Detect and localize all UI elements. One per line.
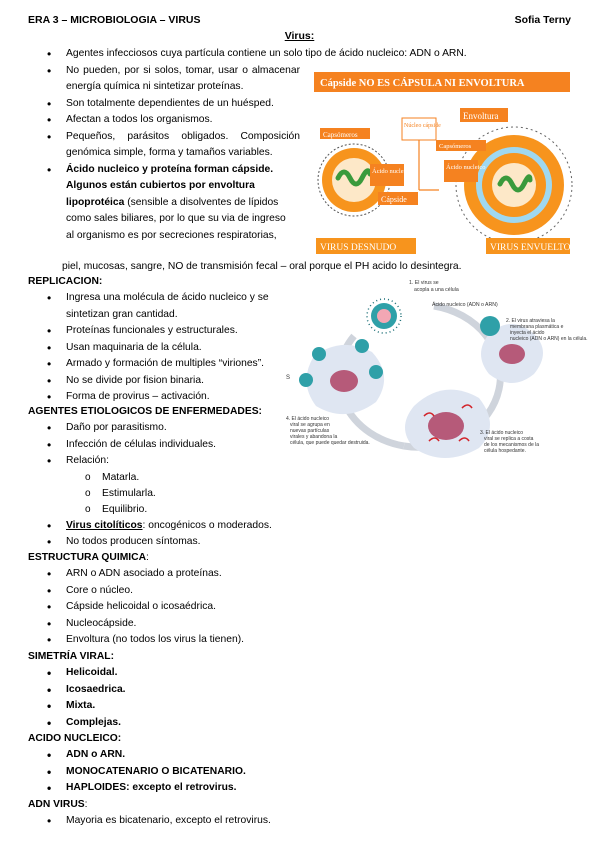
capsid-rest-2: como sales biliares, por lo que su via de ingreso: [66, 213, 286, 224]
caption-desnudo: VIRUS DESNUDO: [320, 243, 397, 253]
list-item: • No pueden, por si solos, tomar, usar o almacenar energía química ni sintetizar proteínas.: [28, 63, 300, 96]
figure-banner-text: Cápside NO ES CÁPSULA NI ENVOLTURA: [320, 78, 525, 89]
list-item: • ADN o ARN.: [28, 747, 348, 764]
caption-envuelto: VIRUS ENVUELTO: [490, 243, 571, 253]
section-heading: ESTRUCTURA QUIMICA:: [28, 552, 149, 563]
acido-section: [28, 731, 348, 797]
list-item-citoliticos: [28, 518, 328, 535]
list-item: • Envoltura (no todos los virus la tienen).: [28, 632, 328, 649]
list-item: • Cápside helicoidal o icosaédrica.: [28, 599, 328, 616]
list-item: • Nucleocápside.: [28, 616, 328, 633]
step-2-label: 2. El virus atraviesa la membrana plasmática e inyecta el ácido nucleico (ADN o ARN) en la célula.: [506, 318, 588, 342]
stray-mark: S: [286, 375, 291, 381]
list-item: • Daño por parasitismo.: [28, 420, 328, 437]
list-item: • Mayoria es bicatenario, excepto el retrovirus.: [28, 813, 348, 830]
label-nucleo: Núcleo cápside: [404, 123, 441, 129]
section-heading: AGENTES ETIOLOGICOS DE ENFERMEDADES:: [28, 406, 262, 417]
section-heading: REPLICACION:: [28, 276, 103, 287]
section-heading: ADN VIRUS:: [28, 799, 88, 810]
list-item: • Forma de provirus – activación.: [28, 389, 290, 406]
adn-section: [28, 797, 348, 830]
step-3-label: 3. El ácido nucleico viral se replica a costa de los mecanismos de la célula hospedante.: [480, 430, 540, 454]
list-item: • Mixta.: [28, 698, 328, 715]
list-item: • Son totalmente dependientes de un huésped.: [28, 96, 300, 113]
capsid-rest-1: (sensible a disolventes de lípidos: [124, 196, 279, 208]
cell-3: [405, 390, 490, 458]
citoliticos-rest: : oncogénicos o moderados.: [142, 519, 272, 531]
list-item: • Helicoidal.: [28, 665, 328, 682]
estructura-section: [28, 550, 328, 649]
label-capsomeros: Capsómeros: [323, 131, 358, 139]
cell-4: [299, 339, 384, 414]
label-capsomeros-2: Capsómeros: [439, 143, 472, 150]
replicacion-section: [28, 274, 290, 406]
list-item: • Icosaedrica.: [28, 682, 328, 699]
sub-item: o Estimularla.: [28, 486, 328, 502]
virus-1: [367, 299, 401, 333]
label-acido-2: Ácido nucleico: [446, 164, 486, 171]
sub-item: o Matarla.: [28, 470, 328, 486]
list-item: • Complejas.: [28, 715, 328, 732]
label-acido-1: Ácido nucleico: [372, 168, 412, 175]
label-capside: Cápside: [381, 195, 407, 204]
list-item-continued: sintetizan gran cantidad.: [66, 308, 178, 320]
list-item: • Agentes infecciosos cuya partícula contiene un solo tipo de ácido nucleico: ADN o ARN.: [28, 46, 588, 63]
capsid-bold-1: Ácido nucleico y proteína forman cápside.: [66, 163, 274, 175]
label-envoltura: Envoltura: [463, 111, 499, 121]
citoliticos-bold: Virus citolíticos: [66, 519, 143, 531]
list-item: • Usan maquinaria de la célula.: [28, 340, 290, 357]
capsid-rest-4: piel, mucosas, sangre, NO de transmisión fecal – oral porque el PH acido lo desintegra.: [62, 261, 462, 272]
list-item: • MONOCATENARIO O BICATENARIO.: [28, 764, 348, 781]
header-author: Sofia Terny: [514, 14, 571, 26]
list-item-capsid: [28, 162, 300, 245]
list-item: • Armado y formación de multiples “viriones”.: [28, 356, 290, 373]
list-item: • ARN o ADN asociado a proteínas.: [28, 566, 328, 583]
capsid-bold-2: Algunos están cubiertos por envoltura: [66, 180, 255, 191]
list-item: • No se divide por fision binaria.: [28, 373, 290, 390]
section-heading: SIMETRÍA VIRAL:: [28, 651, 114, 662]
capsid-rest-3: al organismo es por secreciones respiratorias,: [66, 229, 277, 241]
list-item: • Ingresa una molécula de ácido nucleico y se: [28, 290, 290, 307]
list-item: • Infección de células individuales.: [28, 437, 328, 454]
page-header: [28, 14, 571, 28]
agentes-section: [28, 404, 328, 551]
list-item: • Core o núcleo.: [28, 583, 328, 600]
page-title: Virus:: [284, 30, 315, 42]
list-item: • Relación:: [28, 453, 328, 470]
list-item: • No todos producen síntomas.: [28, 534, 328, 551]
list-item: • HAPLOIDES: excepto el retrovirus.: [28, 780, 348, 797]
step-4-label: 4. El ácido nucleico viral se agrupa en nuevas partículas virales y abandona la célula, que puede quedar destruida.: [286, 416, 370, 446]
list-item: • Afectan a todos los organismos.: [28, 112, 300, 129]
acido-label: Ácido nucleico (ADN o ARN): [432, 302, 498, 308]
header-subject: ERA 3 – MICROBIOLOGIA – VIRUS: [28, 14, 201, 26]
section-heading: ACIDO NUCLEICO:: [28, 733, 122, 744]
label-box: [402, 118, 436, 140]
step-1-label: 1. El virus se acopla a una célula: [409, 280, 459, 293]
capsid-bold-3: lipoprotéica: [66, 196, 125, 208]
simetria-section: [28, 649, 328, 731]
sub-item: o Equilibrio.: [28, 502, 328, 518]
virus-structure-figure: [314, 68, 570, 258]
list-item: • Proteínas funcionales y estructurales.: [28, 323, 290, 340]
list-item: • Pequeños, parásitos obligados. Composición genómica simple, forma y tamaños variables.: [28, 129, 300, 162]
